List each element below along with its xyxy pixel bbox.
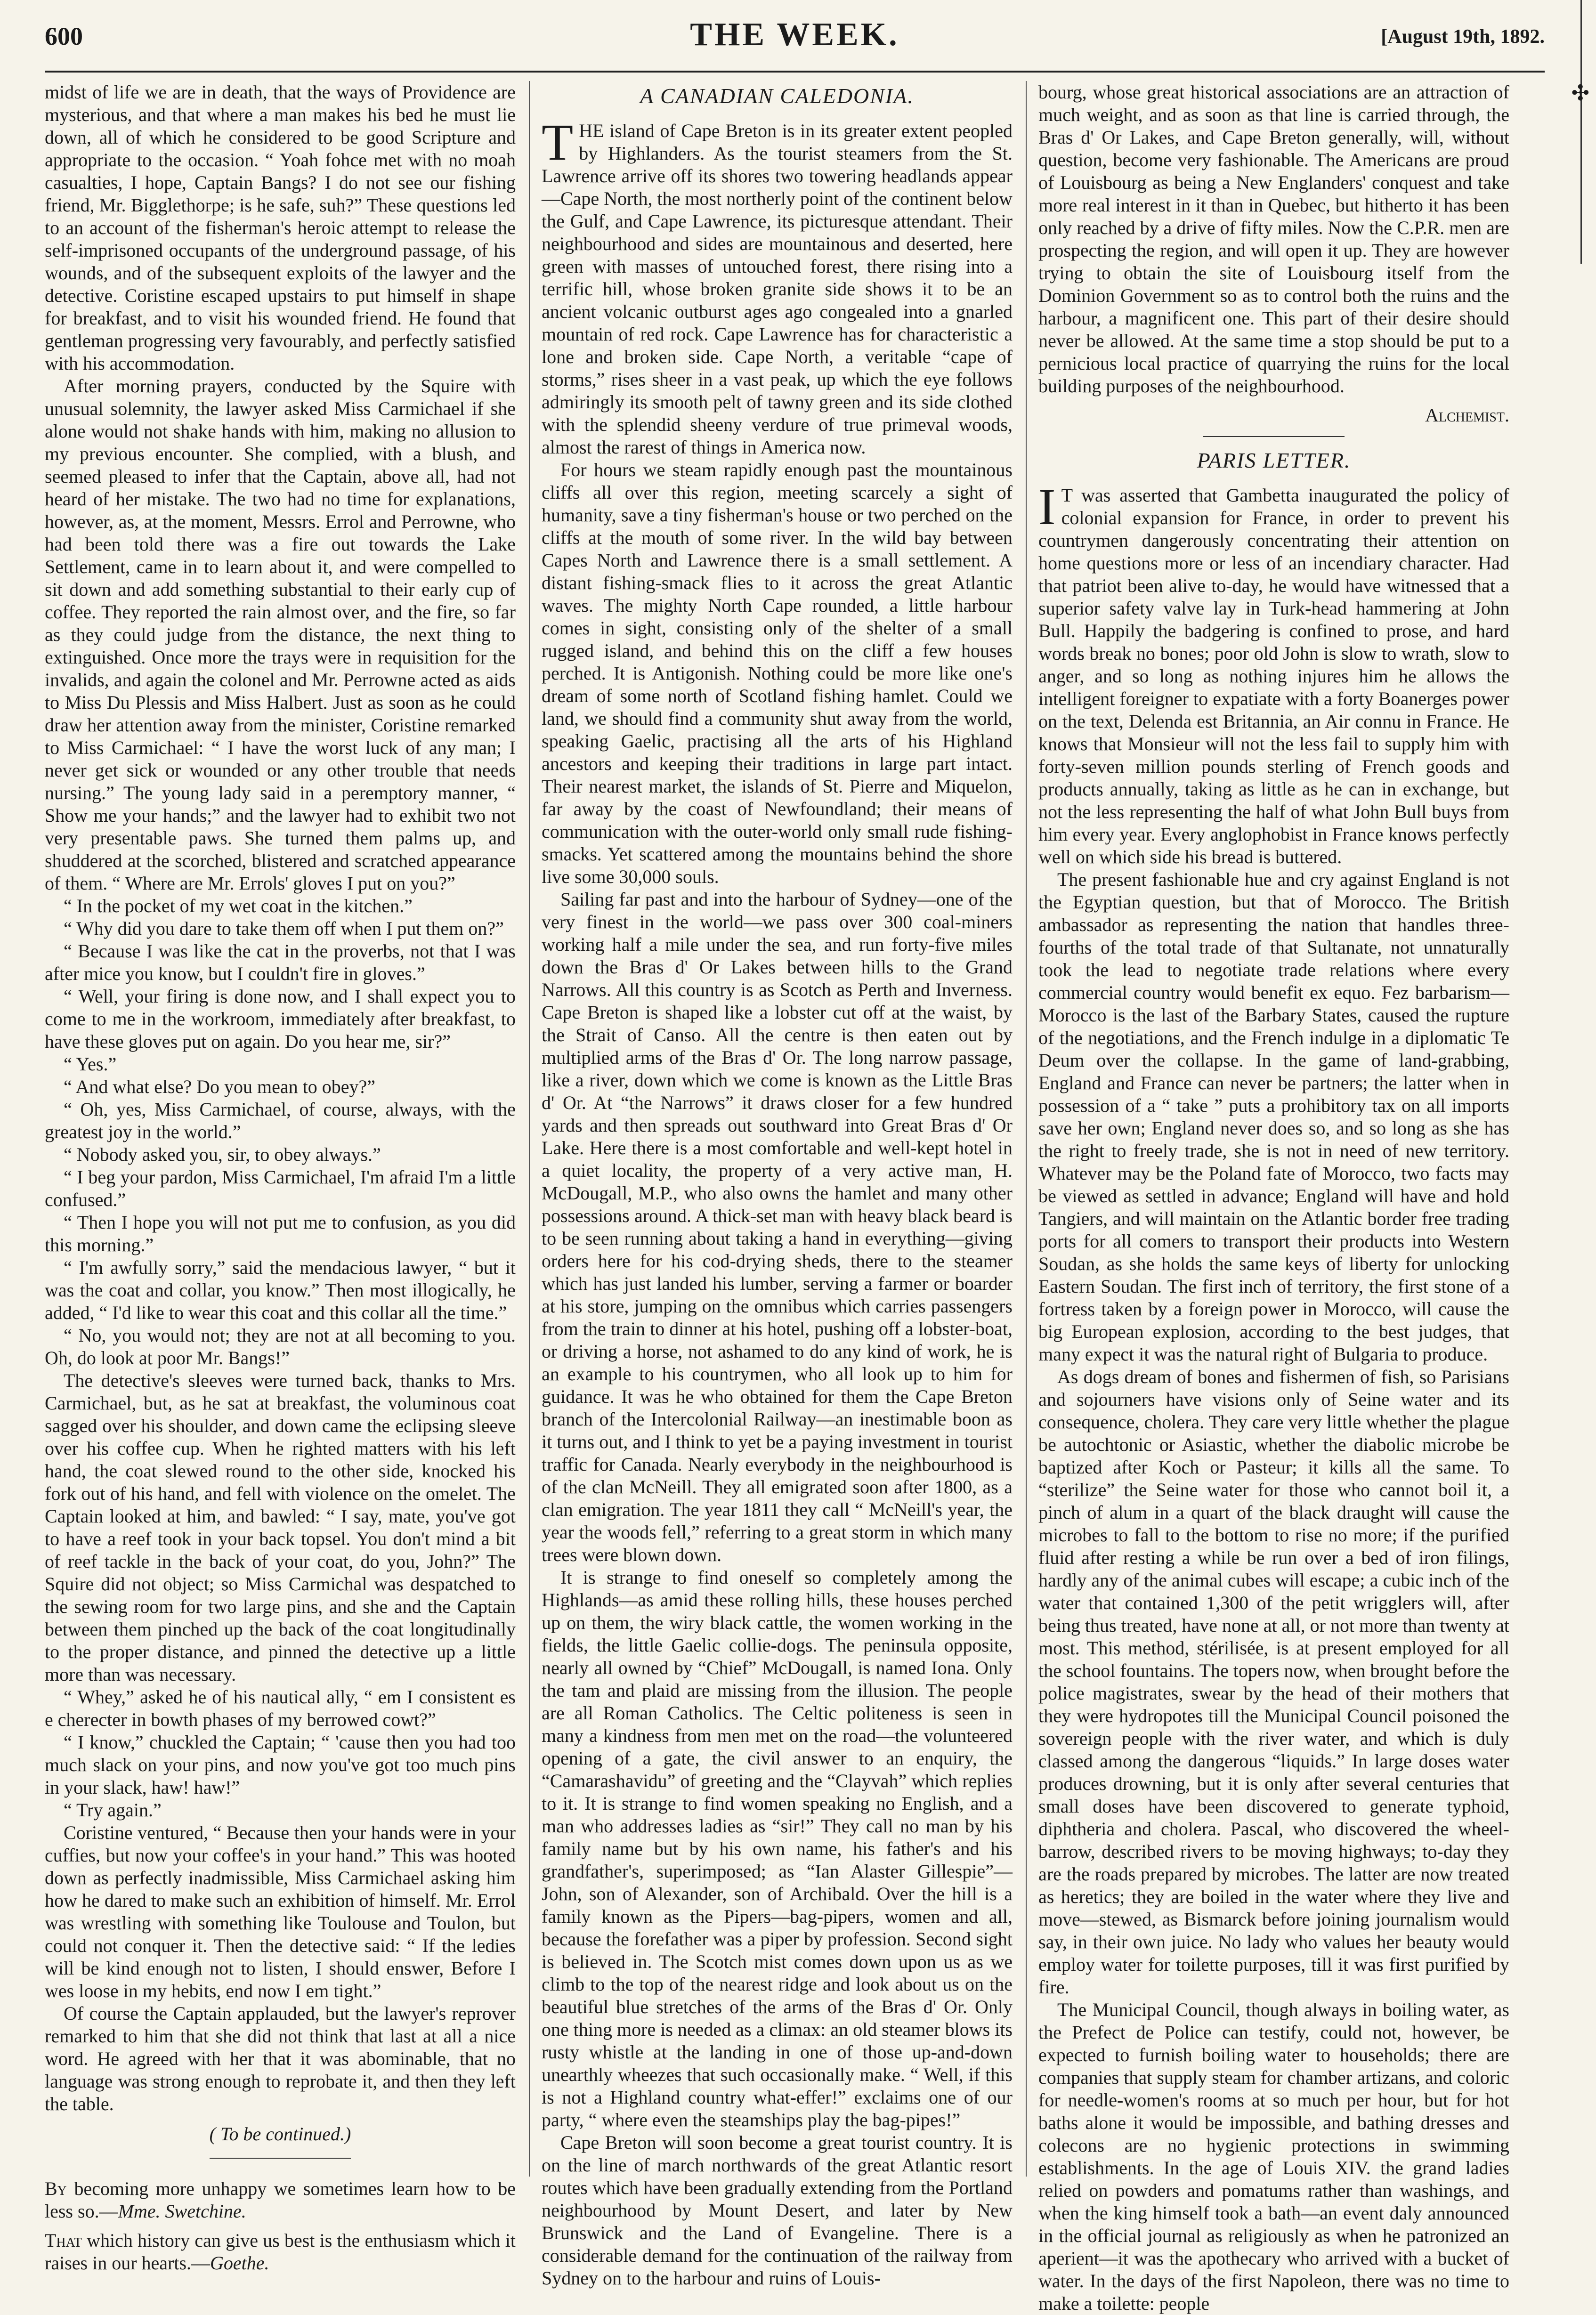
paragraph: “ Well, your firing is done now, and I shall expect you to come to me in the workroom, immediately after breakfast, to have these gloves put on again. Do you hear me, sir?” [45,986,516,1052]
paragraph: Of course the Captain applauded, but the lawyer's reprover remarked to him that she did not think that last at all a nice word. He agreed with her that it was abominable, that no language was strong enough to reprobate it, and then they left the table. [45,2003,516,2114]
paragraph: The Municipal Council, though always in boiling water, as the Prefect de Police can testify, could not, however, be expected to furnish boiling water to households; there are companies that supply steam for chamber artizans, and coloric for needle-women's rooms at so much per hour, but for hot baths alone it would be impossible, and bathing dresses and colecons are no hygienic protections in swimming establishments. In the age of Louis XIV. the grand ladies relied on powders and pomatums rather than washings, and when the king himself took a bath—an event daly announced in the official journal as religiously as when he patronized an aperient—it was the apothecary who arrived with a bucket of water. In the days of the first Napoleon, there was no time to make a toilette: people [1038,1999,1509,2314]
paragraph: The present fashionable hue and cry against England is not the Egyptian question, but that of Morocco. The British ambassador as representing the nation that handles three-fourths of the total trade of that Sultanate, not unnaturally took the lead to negotiate trade relations where every commercial country would benefit ex equo. Fez barbarism—Morocco is the last of the Barbary States, caused the rupture of the negotiations, and the French indulge in a diplomatic Te Deum over the collapse. In the game of land-grabbing, England and France can never be partners; the latter when in possession of a “ take ” puts a prohibitory tax on all imports save her own; England never does so, and so long as she has the right to freely trade, she is not in need of new territory. Whatever may be the Poland fate of Morocco, two facts may be viewed as settled in advance; England will have and hold Tangiers, and will maintain on the Atlantic border free trading ports for all comers to transport their products into Western Soudan, as she holds the same keys of liberty for unlocking Eastern Soudan. The first inch of territory, the first stone of a fortress taken by a foreign power in Morocco, will cause the big European explosion, according to the best judges, that many expect it was the natural right of Bulgaria to produce. [1038,869,1509,1365]
to-be-continued: ( To be continued.) [209,2123,351,2145]
paragraph: “ Yes.” [64,1053,117,1075]
paragraph: After morning prayers, conducted by the Squire with unusual solemnity, the lawyer asked Miss Carmichael if she alone would not shake hands with him, making no allusion to my previous encounter. She complied, with a blush, and seemed pleased to infer that the Captain, above all, had not heard of her mistake. The two had no time for explanations, however, as, at the moment, Messrs. Errol and Perrowne, who had been told there was a fire out towards the Lake Settlement, came in to learn about it, and were compelled to sit down and add something substantial to their early cup of coffee. They reported the rain almost over, and the fire, so far as they could judge from the distance, the next thing to extinguished. Once more the trays were in requisition for the invalids, and again the colonel and Mr. Perrowne acted as aids to Miss Du Plessis and Miss Halbert. Just as soon as he could draw her attention away from the minister, Coristine remarked to Miss Carmichael: “ I have the worst luck of any man; I never get sick or wounded or any other trouble that needs nursing.” The young lady said in a peremptory manner, “ Show me your hands;” and the lawyer had to exhibit two not very presentable paws. She turned them palms up, and shuddered at the scorched, blistered and scratched appearance of them. “ Where are Mr. Errols' gloves I put on you?” [45,375,516,894]
masthead: THE WEEK. [690,16,899,53]
quote-goethe [45,2229,516,2275]
paragraph: “ Nobody asked you, sir, to obey always.” [64,1144,381,1165]
page-header [45,13,1545,70]
quote-text: becoming more unhappy we sometimes learn how to be less so.— [45,2178,516,2222]
column-separator [1026,81,1027,2177]
column-2 [542,81,1013,2289]
paragraph: “ Try again.” [64,1799,162,1821]
quote-author: Goethe. [210,2252,269,2274]
paragraph: As dogs dream of bones and fishermen of fish, so Parisians and sojourners have visions only of Seine water and its consequence, cholera. They care very little whether the plague be autochtonic or Asiastic, whether the diabolic microbe be baptized after Koch or Pasteur; it kills all the same. To “sterilize” the Seine water for those who cannot boil it, a pinch of alum in a quart of the black draught will cause the microbes to fall to the bottom to rise no more; if the purified fluid after resting a while be run over a bed of iron filings, hardly any of the animal cubes will escape; a cubic inch of the water that contained 1,300 of the petit wrigglers will, after being thus treated, have none at all, or not more than twenty at most. This method, stérilisée, is at present employed for all the school fountains. The topers now, when brought before the police magistrates, swear by the head of their mothers that they were hydropotes till the Municipal Council poisoned the sovereign people with the river water, and which is duly classed among the dangerous “liquids.” In large doses water produces drowning, but it is only after several centuries that small doses have been discovered to generate typhoid, diphtheria and cholera. Pascal, who discovered the wheel-barrow, described rivers to be moving highways; to-day they are the roads prepared by microbes. The latter are now treated as heretics; they are boiled in the water where they live and move—stewed, as Bismarck before joining journalism would say, in their own juice. No lady who values her beauty would employ water for toilette purposes, till it was first purified by fire. [1038,1366,1509,1998]
drop-cap: I [1038,478,1056,535]
quote-author: Mme. Swetchine. [118,2201,246,2222]
paragraph: For hours we steam rapidly enough past the mountainous cliffs all over this region, meeting scarcely a sight of humanity, save a tiny fisherman's house or two perched on the cliffs at the mouth of some river. In the wild bay between Capes North and Lawrence there is a small settlement. A distant fishing-smack flies to it across the great Atlantic waves. The mighty North Cape rounded, a little harbour comes in sight, consisting only of the shelter of a small rugged island, and behind this on the cliff a few houses perched. It is Antigonish. Nothing could be more like one's dream of some north of Scotland fishing hamlet. Could we land, we should find a community shut away from the world, speaking Gaelic, practising all the arts of his Highland ancestors and keeping their traditions in large part intact. Their nearest market, the islands of St. Pierre and Miquelon, far away by the coast of Newfoundland; their means of communication with the outer-world only small rude fishing-smacks. Yet scattered among the mountains behind the shore live some 30,000 souls. [542,459,1013,887]
paragraph: It is strange to find oneself so completely among the Highlands—as amid these rolling hills, these houses perched up on them, the wiry black cattle, the women working in the fields, the little Gaelic collie-dogs. The peninsula opposite, nearly all owned by “Chief” McDougall, is named Iona. Only the tam and plaid are missing from the illusion. The people are all Roman Catholics. The Celtic politeness is seen in many a kindness from men met on the road—the volunteered opening of a gate, the civil answer to an enquiry, the “Camarashavidu” of greeting and the “Clayvah” which replies to it. It is strange to find women speaking no English, and a man who addresses ladies as “sir!” They call no man by his family name but by his own name, his father's and his grandfather's, superimposed; as “Ian Alaster Gillespie”—John, son of Alexander, son of Archibald. Over the hill is a family known as the Pipers—bag-pipers, women and all, because the forefather was a piper by profession. Second sight is believed in. The Scotch mist comes down upon us as we climb to the top of the nearest ridge and look about us on the beautiful blue stretches of the arms of the Bras d' Or. Only one thing more is needed as a climax: an old steamer blows its rusty whistle at the landing in one of those up-and-down unearthly wheezes that such occasionally make. “ Well, if this is not a Highland country what-effer!” exclaims one of our party, “ where even the steamships play the bag-pipes!” [542,1567,1013,2130]
story-continuation [45,81,516,2115]
paragraph: “ Why did you dare to take them off when I put them on?” [64,918,504,939]
paragraph: Coristine ventured, “ Because then your hands were in your cuffies, but now your coffee's in your hand.” This was hooted down as perfectly inadmissible, Miss Carmichael asking him how he dared to make such an exhibition of himself. Mr. Errol was wrestling with something like Toulouse and Toulon, but could not conquer it. Then the detective said: “ If the ledies will be kind enough not to listen, I should enswer, Before I wes loose in my hebits, end now I em tight.” [45,1822,516,2001]
page-number: 600 [45,22,83,50]
section-divider [1203,436,1345,437]
paragraph: The detective's sleeves were turned back, thanks to Mrs. Carmichael, but, as he sat at breakfast, the voluminous coat sagged over his shoulder, and down came the eclipsing sleeve over his coffee cup. When he righted matters with his left hand, the coat slewed round to the other side, knocked his fork out of his hand, and fell with violence on the omelet. The Captain looked at him, and bawled: “ I say, mate, you've got to have a reef took in your back topsel. You don't mind a bit of reef tackle in the back of your coat, do you, John?” The Squire did not object; so Miss Carmichal was despatched to the sewing room for two large pins, and she and the Captain between them pinched up the back of the coat longitudinally to the proper distance, and pinned the detective up a little more than was necessary. [45,1370,516,1685]
quote-swetchine [45,2177,516,2223]
edge-mark-icon: ✣ [1571,81,1589,105]
page-edge [1561,0,1594,2215]
column-separator [529,81,530,2177]
article-signature: Alchemist. [1425,405,1509,426]
section-divider [210,2158,351,2159]
paragraph: “ In the pocket of my wet coat in the kitchen.” [64,895,413,916]
edge-line [1580,0,1582,264]
paragraph: “ Oh, yes, Miss Carmichael, of course, always, with the greatest joy in the world.” [45,1099,516,1142]
drop-cap: T [542,113,574,171]
paragraph: “ I know,” chuckled the Captain; “ 'cause then you had too much slack on your pins, and now you've got too much pins in your slack, haw! haw!” [45,1732,516,1798]
paragraph: “ Whey,” asked he of his nautical ally, “ em I consistent es e cherecter in bowth phases of my berrowed cowt?” [45,1686,516,1730]
column-1 [45,81,516,2274]
paragraph: “ I'm awfully sorry,” said the mendacious lawyer, “ but it was the coat and collar, you know.” Then most illogically, he added, “ I'd like to wear this coat and this collar all the time.” [45,1257,516,1323]
paragraph: “ Because I was like the cat in the proverbs, not that I was after mice you know, but I couldn't fire in gloves.” [45,940,516,984]
dateline: [August 19th, 1892. [1381,26,1545,48]
article-title: PARIS LETTER. [1197,448,1351,472]
column-3 [1038,81,1509,2314]
paragraph: Sailing far past and into the harbour of Sydney—one of the very finest in the world—we pass over 300 coal-miners working half a mile under the sea, and run forty-five miles down the Bras d' Or Lakes between hills to the Grand Narrows. All this country is as Scotch as Perth and Inverness. Cape Breton is shaped like a lobster cut off at the waist, by the Strait of Canso. All the centre is then eaten out by multiplied arms of the Bras d' Or. The long narrow passage, like a river, down which we come is known as the Little Bras d' Or. At “the Narrows” it draws closer for a few hundred yards and then spreads out southward into Great Bras d' Or Lake. Here there is a most comfortable and well-kept hotel in a quiet locality, the property of a very active man, H. McDougall, M.P., who also owns the hamlet and many other possessions around. A thick-set man with heavy black beard is to be seen running about taking a hand in everything—giving orders here for his cod-drying sheds, there to the steamer which has just landed his lumber, serving a farmer or boarder at his store, jumping on the omnibus which carries passengers from the train to dinner at his hotel, pushing off a lobster-boat, or driving a horse, not ashamed to do any kind of work, he is an example to his countrymen, who all look up to him for guidance. It was he who obtained for them the Cape Breton branch of the Intercolonial Railway—an inestimable boon as it turns out, and I think to yet be a paying investment in tourist traffic for Canada. Nearly everybody in the neighbourhood is of the clan McNeill. They all emigrated soon after 1800, as a clan emigration. The year 1811 they call “ McNeill's year, the year the woods fell,” referring to a great storm in which many trees were blown down. [542,889,1013,1565]
quote-lead: By [45,2178,67,2199]
article-body [542,459,1013,2290]
paragraph: “ And what else? Do you mean to obey?” [64,1076,376,1097]
lead-text: HE island of Cape Breton is in its greater extent peopled by Highlanders. As the tourist steamers from the St. Lawrence arrive off its shores two towering headlands appear—Cape North, the most northerly point of the continent below the Gulf, and Cape Lawrence, its picturesque attendant. Their neighbourhood and sides are mountainous and deserted, here green with masses of untouched forest, there rising into a terrific hill, whose broken granite side shows it to be an ancient volcanic outburst ages ago congealed into a gnarled mountain of red rock. Cape Lawrence has for characteristic a lone and broken side. Cape North, a veritable “cape of storms,” rises sheer in a vast peak, up which the eye follows admiringly its smooth pelt of tawny green and its side clothed with the splendid sheeny verdure of true primeval woods, almost the rarest of things in America now. [542,120,1013,458]
article-lead-paragraph [1038,478,1509,868]
article-lead-paragraph [542,113,1013,459]
article-title: A CANADIAN CALEDONIA. [640,84,914,108]
paragraph: “ No, you would not; they are not at all becoming to you. Oh, do look at poor Mr. Bangs!” [45,1325,516,1368]
paragraph: “ I beg your pardon, Miss Carmichael, I'm afraid I'm a little confused.” [45,1166,516,1210]
paragraph: “ Then I hope you will not put me to confusion, as you did this morning.” [45,1212,516,1255]
paragraph: Cape Breton will soon become a great tourist country. It is on the line of march northwards of the great Atlantic resort routes which have been gradually extending from the Portland neighbourhood by Mount Desert, and later by New Brunswick and the Land of Evangeline. There is a considerable demand for the continuation of the railway from Sydney on to the harbour and ruins of Louis- [542,2132,1013,2289]
header-rule [45,71,1545,73]
paragraph: midst of life we are in death, that the ways of Providence are mysterious, and that where a man makes his bed he must lie down, all of which he considered to be good Scripture and appropriate to the occasion. “ Yoah fohce met with no moah casualties, I hope, Captain Bangs? I do not see our fishing friend, Mr. Bigglethorpe; is he safe, suh?” These questions led to an account of the fisherman's heroic attempt to release the self-imprisoned occupants of the underground passage, of his wounds, and of the subsequent exploits of the lawyer and the detective. Coristine escaped upstairs to put himself in shape for breakfast, and to visit his wounded friend. He found that gentleman progressing very favourably, and perfectly satisfied with his accommodation. [45,81,516,374]
article-body [1038,868,1509,2315]
article-continuation: bourg, whose great historical associations are an attraction of much weight, and as soon as that line is carried through, the Bras d' Or Lakes, and Cape Breton generally, will, without question, become very fashionable. The Americans are proud of Louisbourg as being a New Englanders' conquest and take more real interest in it than in Quebec, but hitherto it has been only reached by a drive of fifty miles. Now the C.P.R. men are prospecting the region, and will open it up. They are however trying to obtain the site of Louisbourg itself from the Dominion Government so as to control both the ruins and the harbour, a magnificent one. This part of their desire should never be allowed. At the same time a stop should be put to a pernicious local practice of quarrying the ruins for the local building purposes of the neighbourhood. [1038,81,1509,397]
quote-lead: That [45,2230,82,2251]
lead-text: T was asserted that Gambetta inaugurated the policy of colonial expansion for France, in order to prevent his countrymen dangerously concentrating their attention on home questions more or less of an incendiary character. Had that patriot been alive to-day, he would have witnessed that a superior safety valve lay in Turk-head hammering at John Bull. Happily the badgering is confined to prose, and hard words break no bones; poor old John is slow to wrath, slow to anger, and so long as nothing injures him he allows the intelligent foreigner to expatiate with a forty Boanerges power on the text, Delenda est Britannia, an Air connu in France. He knows that Monsieur will not the less fail to supply him with forty-seven million pounds sterling of French goods and products annually, taking as little as he can in exchange, but not the less representing the half of what John Bull buys from him every year. Every anglophobist in France knows perfectly well on which side his bread is buttered. [1038,485,1509,867]
quote-text: which history can give us best is the enthusiasm which it raises in our hearts.— [45,2230,516,2274]
